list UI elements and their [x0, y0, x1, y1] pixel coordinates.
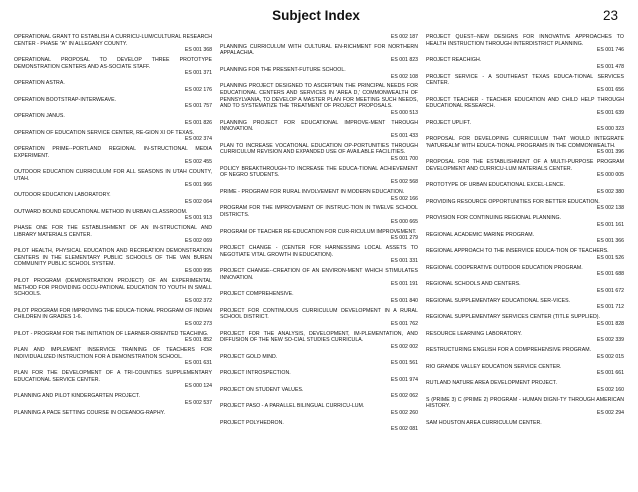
entry-code: ES 002 339: [596, 337, 624, 344]
entry-title: SAM HOUSTON AREA CURRICULUM CENTER.: [426, 419, 542, 426]
entry-title: PILOT PROGRAM FOR IMPROVING THE EDUCA-TIONAL PROGRAM OF INDIAN CHILDREN IN GRADES 1-6.: [14, 307, 212, 321]
entry-code: ES 002 166: [390, 195, 418, 202]
entry-code: ES 001 478: [596, 63, 624, 70]
index-entry: [14, 370, 212, 390]
entry-code: ES 002 138: [596, 205, 624, 212]
entry-code: ES 001 828: [596, 320, 624, 327]
entry-code: ES 002 273: [184, 320, 212, 327]
index-entry: [14, 169, 212, 189]
index-entry: [14, 34, 212, 54]
entry-code: ES 001 826: [184, 119, 212, 126]
index-entry: [220, 205, 418, 225]
entry-title: PLANNING CURRICULUM WITH CULTURAL EN-RICHMENT FOR NORTHERN APPALACHIA.: [220, 43, 418, 57]
entry-code: ES 002 374: [184, 136, 212, 143]
entry-code: ES 002 568: [390, 179, 418, 186]
entry-code: ES 001 974: [390, 376, 418, 383]
entry-code: ES 001 371: [184, 70, 212, 77]
entry-title: PHASE ONE FOR THE ESTABLISHMENT OF AN IN-STRUCTIONAL AND LIBRARY MATERIALS CENTER.: [14, 225, 212, 238]
index-column-1: [14, 34, 212, 486]
entry-title: PROJECT GOLD MIND.: [220, 353, 278, 360]
index-entry: [426, 281, 624, 294]
entry-title: PROVISION FOR CONTINUING REGIONAL PLANNING.: [426, 215, 562, 222]
entry-code: ES 001 366: [596, 238, 624, 245]
entry-title: PROJECT SERVICE - A SOUTHEAST TEXAS EDUCA-TIONAL SERVICES CENTER.: [426, 73, 624, 87]
entry-code: ES 002 160: [596, 386, 624, 393]
entry-title: PROJECT QUEST--NEW DESIGNS FOR INNOVATIVE APPROACHES TO HEALTH INSTRUCTION THROUGH INTERDISTRICT PLANNING.: [426, 34, 624, 47]
index-entry: [426, 182, 624, 195]
entry-code: ES 001 913: [184, 215, 212, 222]
entry-title: RESTRUCTURING ENGLISH FOR A COMPREHENSIVE PROGRAM.: [426, 347, 592, 354]
entry-title: PROTOTYPE OF URBAN EDUCATIONAL EXCEL-LENCE.: [426, 182, 565, 189]
entry-code: ES 001 526: [596, 254, 624, 261]
index-entry: [220, 291, 418, 304]
entry-title: PROJECT COMPREHENSIVE.: [220, 291, 294, 298]
index-entry: [426, 314, 624, 327]
entry-title: OPERATIONAL PROPOSAL TO DEVELOP THREE PROTOTYPE DEMONSTRATION CENTERS AND AS-SOCIATE STAFF.: [14, 57, 212, 70]
entry-title: PILOT - PROGRAM FOR THE INITIATION OF LEARNER-ORIENTED TEACHING.: [14, 330, 209, 337]
index-entry: [220, 268, 418, 288]
entry-title: REGIONAL APPROACH TO THE INSERVICE EDUCA-TION OF TEACHERS.: [426, 248, 609, 255]
index-column-3: [426, 34, 624, 486]
entry-title: REGIONAL SUPPLEMENTARY EDUCATIONAL SER-VICES.: [426, 297, 571, 304]
entry-code: ES 001 279: [390, 235, 418, 242]
entry-code: ES 001 852: [184, 337, 212, 344]
index-entry: [220, 354, 418, 367]
index-entry: [14, 248, 212, 274]
index-entry: [426, 331, 624, 344]
entry-title: S (PRIME 3) C (PRIME 2) PROGRAM - HUMAN DIGNI-TY THROUGH AMERICAN HISTORY.: [426, 396, 624, 410]
index-entry: [14, 410, 212, 417]
entry-code: ES 002 537: [184, 399, 212, 406]
entry-code: ES 000 124: [184, 383, 212, 390]
index-entry: [220, 370, 418, 383]
index-entry: [14, 80, 212, 93]
entry-code: ES 001 331: [390, 258, 418, 265]
entry-title: PROJECT ON STUDENT VALUES.: [220, 386, 304, 393]
entry-code: ES 001 762: [390, 320, 418, 327]
index-entry: [220, 229, 418, 242]
entry-title: PROJECT REACHIGH.: [426, 57, 482, 64]
entry-code: ES 002 062: [390, 393, 418, 400]
entry-code: ES 001 631: [184, 360, 212, 367]
entry-code: ES 001 757: [184, 103, 212, 110]
index-entry: [220, 331, 418, 351]
entry-code: ES 002 187: [390, 34, 418, 40]
index-entry: [14, 393, 212, 406]
index-entry: [14, 278, 212, 304]
entry-code: ES 000 323: [596, 126, 624, 133]
entry-code: ES 000 005: [596, 172, 624, 179]
index-entry: [220, 83, 418, 116]
entry-title: OPERATION PRIME--PORTLAND REGIONAL IN-STRUCTIONAL MEDIA EXPERIMENT.: [14, 146, 212, 159]
entry-title: RIO GRANDE VALLEY EDUCATION SERVICE CENTER.: [426, 363, 562, 370]
index-entry: [426, 397, 624, 417]
index-entry: [426, 232, 624, 245]
entry-code: ES 000 665: [390, 218, 418, 225]
entry-title: PLANNING PROJECT FOR EDUCATIONAL IMPROVE-MENT THROUGH INNOVATION.: [220, 119, 418, 133]
entry-code: ES 002 002: [390, 343, 418, 350]
entry-title: OUTWARD BOUND EDUCATIONAL METHOD IN URBAN CLASSROOM.: [14, 208, 188, 215]
index-entry: [426, 136, 624, 156]
index-entry: [426, 74, 624, 94]
entry-title: PROJECT CHANGE - (CENTER FOR HARNESSING LOCAL ASSETS TO NEGOTIATE VITAL GROWTH IN EDUCATION).: [220, 245, 418, 258]
index-entry: [220, 67, 418, 80]
entry-title: PROVIDING RESOURCE OPPORTUNITIES FOR BETTER EDUCATION.: [426, 198, 600, 205]
entry-title: PLANNING A PACE SETTING COURSE IN OCEANOG-RAPHY.: [14, 409, 165, 416]
index-entry: [426, 298, 624, 311]
entry-code: ES 001 191: [390, 281, 418, 288]
entry-code: ES 001 661: [596, 370, 624, 377]
entry-title: PLAN AND IMPLEMENT INSERVICE TRAINING OF TEACHERS FOR INDIVIDUALIZED INSTRUCTION FOR A DEMONSTRATION SCHOOL.: [14, 347, 212, 360]
index-entry: [426, 159, 624, 179]
index-entry: [220, 120, 418, 140]
index-entry: [426, 364, 624, 377]
entry-title: REGIONAL SCHOOLS AND CENTERS.: [426, 281, 521, 288]
entry-title: PLANNING PROJECT DESIGNED TO ASCERTAIN THE PRINCIPAL NEEDS FOR EDUCATIONAL CENTERS AND SERVICES IN 'AREA D,' COMMONWEALTH OF PENNSYLVANIA, TO DEVELOP A MASTER PLAN FOR MEETING SUCH NEEDS, AND TO SYSTEMATIZE THE TREATMENT OF PROJECT PROPOSALS.: [220, 83, 418, 110]
entry-code: ES 002 260: [390, 409, 418, 416]
index-entry: [14, 97, 212, 110]
entry-title: REGIONAL SUPPLEMENTARY SERVICES CENTER (TITLE SUPPLIED).: [426, 314, 601, 321]
entry-code: ES 001 656: [596, 86, 624, 93]
entry-code: ES 001 700: [390, 155, 418, 162]
page-title: Subject Index: [272, 8, 360, 23]
entry-title: PROGRAM FOR THE IMPROVEMENT OF INSTRUC-TION IN TWELVE SCHOOL DISTRICTS.: [220, 205, 418, 219]
entry-title: OPERATION JANUS.: [14, 113, 65, 120]
entry-title: PRIME - PROGRAM FOR RURAL INVOLVEMENT IN MODERN EDUCATION.: [220, 188, 405, 195]
index-entry: [220, 308, 418, 328]
index-entry: [220, 189, 418, 202]
entry-title: PROJECT PASO - A PARALLEL BILINGUAL CURRICU-LUM.: [220, 403, 365, 410]
index-entry: [14, 209, 212, 222]
entry-title: RUTLAND NATURE AREA DEVELOPMENT PROJECT.: [426, 380, 557, 387]
entry-code: ES 002 372: [184, 297, 212, 304]
entry-code: ES 001 368: [184, 47, 212, 54]
entry-title: REGIONAL COOPERATIVE OUTDOOR EDUCATION PROGRAM.: [426, 264, 583, 271]
entry-code: ES 000 513: [390, 109, 418, 116]
index-entry: [220, 420, 418, 433]
entry-title: PROJECT UPLIFT.: [426, 119, 472, 126]
entry-code: ES 002 176: [184, 86, 212, 93]
entry-code: ES 001 639: [596, 109, 624, 116]
entry-title: PILOT HEALTH, PHYSICAL EDUCATION AND RECREATION DEMONSTRATION CENTERS IN THE ELEMENTARY PUBLIC SCHOOLS OF THE VAN BUREN COMMUNITY PUBLIC SCHOOL SYSTEM.: [14, 248, 212, 268]
entry-code: ES 001 672: [596, 287, 624, 294]
index-entry: [220, 44, 418, 64]
index-column-2: [220, 34, 418, 486]
index-entry: [220, 387, 418, 400]
index-entry: [426, 420, 624, 427]
entry-title: REGIONAL ACADEMIC MARINE PROGRAM.: [426, 231, 535, 238]
entry-title: PROJECT TEACHER - TEACHER EDUCATION AND CHILD HELP THROUGH EDUCATIONAL RESEARCH.: [426, 96, 624, 110]
entry-code: ES 001 161: [596, 221, 624, 228]
index-entry: [220, 34, 418, 41]
entry-code: ES 002 015: [596, 353, 624, 360]
index-entry: [426, 215, 624, 228]
index-entry: [426, 34, 624, 54]
entry-title: OPERATIONAL GRANT TO ESTABLISH A CURRICU-LUM/CULTURAL RESEARCH CENTER - PHASE "A" IN ALLEGANY COUNTY.: [14, 34, 212, 47]
entry-code: ES 002 069: [184, 238, 212, 245]
index-entry: [426, 380, 624, 393]
entry-title: PROGRAM OF TEACHER RE-EDUCATION FOR CUR-RICULUM IMPROVEMENT.: [220, 228, 417, 235]
entry-code: ES 001 712: [596, 304, 624, 311]
index-entry: [426, 199, 624, 212]
index-entry: [220, 143, 418, 163]
entry-title: PROJECT INTROSPECTION.: [220, 370, 291, 377]
entry-code: ES 001 433: [390, 132, 418, 139]
entry-title: PROJECT FOR CONTINUOUS CURRICULUM DEVELOPMENT IN A RURAL SCHOOL DISTRICT.: [220, 307, 418, 321]
index-entry: [220, 166, 418, 186]
entry-title: RESOURCE LEARNING LABORATORY.: [426, 330, 522, 337]
entry-title: OUTDOOR EDUCATION CURRICULUM FOR ALL SEASONS IN UTAH COUNTY, UTAH.: [14, 169, 212, 182]
entry-title: OPERATION ASTRA.: [14, 80, 65, 87]
entry-title: PROJECT POLYHEDRON.: [220, 419, 284, 426]
index-entry: [14, 331, 212, 344]
entry-code: ES 001 840: [390, 297, 418, 304]
entry-code: ES 002 455: [184, 159, 212, 166]
index-entry: [14, 57, 212, 77]
entry-code: ES 001 823: [390, 57, 418, 64]
page-header: [14, 5, 618, 27]
entry-code: ES 002 380: [596, 188, 624, 195]
entry-title: PILOT PROGRAM (DEMONSTRATION PROJECT) OF AN EXPERIMENTAL METHOD FOR PROVIDING OCCU-PATIONAL EDUCATION TO YOUTH IN SMALL SCHOOLS.: [14, 277, 212, 298]
entry-title: OUTDOOR EDUCATION LABORATORY.: [14, 192, 111, 199]
entry-title: OPERATION BOOTSTRAP-INTERWEAVE.: [14, 96, 117, 103]
entry-code: ES 001 746: [596, 47, 624, 54]
index-entry: [14, 130, 212, 143]
index-entry: [14, 113, 212, 126]
page-number: 23: [602, 8, 618, 23]
index-entry: [14, 192, 212, 205]
entry-title: PROJECT CHANGE--CREATION OF AN ENVIRON-MENT WHICH STIMULATES INNOVATION.: [220, 268, 418, 281]
index-columns: [14, 34, 624, 486]
index-entry: [220, 403, 418, 416]
entry-code: ES 001 966: [184, 182, 212, 189]
index-entry: [14, 146, 212, 166]
entry-title: PROJECT FOR THE ANALYSIS, DEVELOPMENT, IM-PLEMENTATION, AND DIFFUSION OF THE NEW SO-CIAL STUDIES CURRICULA.: [220, 330, 418, 344]
entry-title: PLANNING AND PILOT KINDERGARTEN PROJECT.: [14, 393, 141, 400]
entry-title: PROPOSAL FOR THE ESTABLISHMENT OF A MULTI-PURPOSE PROGRAM DEVELOPMENT AND CURRICU-LUM MATERIALS CENTER.: [426, 159, 624, 172]
index-entry: [426, 57, 624, 70]
entry-code: ES 001 561: [390, 360, 418, 367]
entry-code: ES 002 294: [596, 409, 624, 416]
entry-title: PLAN TO INCREASE VOCATIONAL EDUCATION OP-PORTUNITIES THROUGH CURRICULUM REVISION AND EXPANDED USE OF AVAILABLE FACILITIES.: [220, 142, 418, 156]
entry-title: POLICY BREAKTHROUGH-TO INCREASE THE EDUCA-TIONAL ACHIEVEMENT OF NEGRO STUDENTS.: [220, 165, 418, 179]
index-entry: [426, 97, 624, 117]
entry-title: PLANNING FOR THE PRESENT-FUTURE SCHOOL.: [220, 66, 346, 73]
index-entry: [426, 265, 624, 278]
index-entry: [220, 245, 418, 265]
entry-title: PLAN FOR THE DEVELOPMENT OF A TRI-COUNTIES SUPPLEMENTARY EDUCATIONAL SERVICE CENTER.: [14, 370, 212, 383]
index-entry: [14, 225, 212, 245]
index-entry: [426, 120, 624, 133]
index-entry: [426, 347, 624, 360]
entry-code: ES 000 995: [184, 268, 212, 275]
index-entry: [14, 308, 212, 328]
entry-code: ES 002 108: [390, 73, 418, 80]
entry-title: PROPOSAL FOR DEVELOPING CURRICULUM THAT WOULD INTEGRATE 'NATUREALM' WITH EDUCA-TIONAL PROGRAMS IN THE COMMONWEALTH.: [426, 136, 624, 149]
entry-code: ES 001 688: [596, 271, 624, 278]
index-entry: [14, 347, 212, 367]
entry-code: ES 001 396: [596, 149, 624, 156]
entry-title: OPERATION OF EDUCATION SERVICE CENTER, RE-GION XI OF TEXAS.: [14, 129, 195, 136]
entry-code: ES 002 064: [184, 198, 212, 205]
entry-code: ES 002 081: [390, 426, 418, 433]
index-entry: [426, 248, 624, 261]
